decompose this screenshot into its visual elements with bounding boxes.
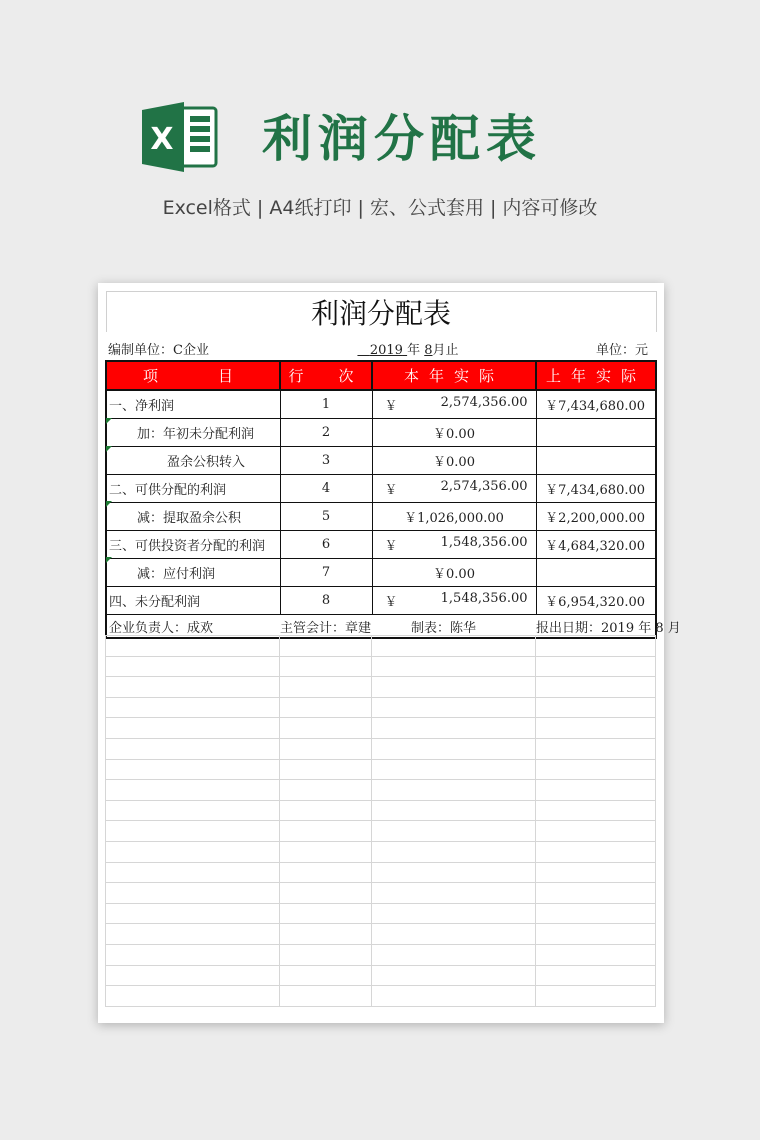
table-row [106, 587, 656, 615]
empty-row [106, 965, 656, 986]
spreadsheet-sheet [98, 283, 681, 1023]
empty-cell[interactable] [372, 883, 536, 904]
empty-row [106, 924, 656, 945]
empty-cell[interactable] [280, 636, 372, 657]
row-line[interactable]: 7 [280, 559, 372, 587]
row-line[interactable]: 8 [280, 587, 372, 615]
empty-cell[interactable] [372, 677, 536, 698]
empty-cell[interactable] [536, 636, 656, 657]
empty-cell[interactable] [280, 677, 372, 698]
row-item[interactable]: 四、未分配利润 [106, 587, 280, 615]
unit-label: 编制单位：C企业 [108, 343, 209, 358]
empty-cell[interactable] [106, 862, 280, 883]
empty-cell[interactable] [106, 800, 280, 821]
empty-cells-grid [105, 635, 656, 1007]
empty-cell[interactable] [106, 738, 280, 759]
empty-cell[interactable] [280, 986, 372, 1007]
empty-cell[interactable] [106, 718, 280, 739]
empty-cell[interactable] [106, 924, 280, 945]
empty-cell[interactable] [536, 759, 656, 780]
table-row [106, 559, 656, 587]
comment-marker-icon [106, 418, 112, 424]
empty-row [106, 759, 656, 780]
empty-cell[interactable] [106, 841, 280, 862]
banner-title: 利润分配表 [262, 110, 542, 168]
empty-cell[interactable] [536, 903, 656, 924]
empty-cell[interactable] [536, 883, 656, 904]
logo-letter: X [150, 122, 174, 157]
empty-row [106, 697, 656, 718]
row-current[interactable]: ￥ 1,548,356.00 [372, 531, 536, 559]
empty-cell[interactable] [280, 965, 372, 986]
empty-cell[interactable] [280, 821, 372, 842]
empty-cell[interactable] [106, 986, 280, 1007]
row-previous[interactable]: ￥4,684,320.00 [536, 531, 656, 559]
empty-cell[interactable] [106, 944, 280, 965]
row-previous[interactable] [536, 447, 656, 475]
empty-cell[interactable] [536, 697, 656, 718]
header-line: 行 次 [280, 361, 372, 390]
header-current-year: 本年实际 [372, 361, 536, 390]
row-previous[interactable] [536, 419, 656, 447]
table-row [106, 503, 656, 531]
row-line[interactable]: 5 [280, 503, 372, 531]
empty-cell[interactable] [106, 656, 280, 677]
empty-cell[interactable] [536, 718, 656, 739]
empty-cell[interactable] [280, 944, 372, 965]
empty-cell[interactable] [280, 883, 372, 904]
empty-row [106, 738, 656, 759]
empty-cell[interactable] [372, 697, 536, 718]
empty-cell[interactable] [280, 780, 372, 801]
empty-cell[interactable] [372, 841, 536, 862]
header-item: 项 目 [106, 361, 280, 390]
row-item[interactable]: 加：年初未分配利润 [106, 419, 280, 447]
empty-row [106, 944, 656, 965]
row-line[interactable]: 2 [280, 419, 372, 447]
row-item[interactable]: 盈余公积转入 [106, 447, 280, 475]
empty-cell[interactable] [372, 780, 536, 801]
empty-cell[interactable] [536, 924, 656, 945]
empty-cell[interactable] [536, 800, 656, 821]
empty-cell[interactable] [536, 656, 656, 677]
empty-row [106, 841, 656, 862]
row-current[interactable]: ￥1,026,000.00 [372, 503, 536, 531]
empty-row [106, 800, 656, 821]
empty-cell[interactable] [106, 821, 280, 842]
row-item[interactable]: 三、可供投资者分配的利润 [106, 531, 280, 559]
empty-row [106, 821, 656, 842]
row-item[interactable]: 一、净利润 [106, 390, 280, 419]
empty-row [106, 656, 656, 677]
comment-marker-icon [106, 501, 112, 507]
empty-row [106, 677, 656, 698]
empty-cell[interactable] [536, 965, 656, 986]
row-current[interactable]: ￥ 2,574,356.00 [372, 475, 536, 503]
empty-row [106, 883, 656, 904]
empty-cell[interactable] [372, 656, 536, 677]
table-row [106, 475, 656, 503]
row-item[interactable]: 二、可供分配的利润 [106, 475, 280, 503]
empty-cell[interactable] [280, 718, 372, 739]
comment-marker-icon [106, 557, 112, 563]
empty-cell[interactable] [372, 821, 536, 842]
comment-marker-icon [106, 446, 112, 452]
empty-cell[interactable] [536, 821, 656, 842]
empty-cell[interactable] [280, 903, 372, 924]
empty-cell[interactable] [372, 986, 536, 1007]
table-row [106, 390, 656, 419]
empty-row [106, 636, 656, 657]
empty-cell[interactable] [372, 862, 536, 883]
preparer-label: 制表：陈华 [411, 620, 477, 636]
row-previous[interactable] [536, 559, 656, 587]
row-current[interactable]: ￥ 2,574,356.00 [372, 390, 536, 419]
table-header-row [106, 361, 656, 390]
table-row [106, 419, 656, 447]
empty-cell[interactable] [536, 944, 656, 965]
period-year: 2019 [369, 343, 403, 358]
row-current[interactable]: ￥ 1,548,356.00 [372, 587, 536, 615]
excel-logo-icon [142, 102, 218, 172]
accountant-label: 主管会计：章建 [280, 620, 372, 636]
empty-cell[interactable] [372, 800, 536, 821]
empty-cell[interactable] [536, 780, 656, 801]
row-previous[interactable]: ￥7,434,680.00 [536, 475, 656, 503]
empty-cell[interactable] [106, 697, 280, 718]
currency-label: 单位：元 [596, 343, 649, 358]
empty-cell[interactable] [536, 986, 656, 1007]
row-previous[interactable]: ￥7,434,680.00 [536, 390, 656, 419]
empty-row [106, 903, 656, 924]
row-line[interactable]: 1 [280, 390, 372, 419]
table-row [106, 447, 656, 475]
header-previous-year: 上年实际 [536, 361, 656, 390]
empty-cell[interactable] [106, 965, 280, 986]
empty-cell[interactable] [372, 903, 536, 924]
empty-row [106, 986, 656, 1007]
empty-cell[interactable] [372, 944, 536, 965]
empty-cell[interactable] [280, 800, 372, 821]
row-line[interactable]: 4 [280, 475, 372, 503]
empty-row [106, 718, 656, 739]
table-row [106, 531, 656, 559]
empty-cell[interactable] [536, 738, 656, 759]
empty-cell[interactable] [372, 924, 536, 945]
empty-cell[interactable] [280, 924, 372, 945]
period-month: 8 [424, 343, 433, 358]
row-line[interactable]: 3 [280, 447, 372, 475]
empty-cell[interactable] [280, 656, 372, 677]
sheet-title: 利润分配表 [106, 292, 656, 333]
row-line[interactable]: 6 [280, 531, 372, 559]
empty-cell[interactable] [536, 841, 656, 862]
empty-cell[interactable] [106, 780, 280, 801]
empty-cell[interactable] [372, 759, 536, 780]
empty-cell[interactable] [372, 965, 536, 986]
empty-cell[interactable] [280, 759, 372, 780]
row-previous[interactable]: ￥2,200,000.00 [536, 503, 656, 531]
profit-distribution-table [105, 291, 681, 639]
empty-row [106, 862, 656, 883]
report-date-label: 报出日期：2019 年 8 月 [536, 615, 656, 639]
row-current[interactable]: ￥0.00 [372, 419, 536, 447]
empty-row [106, 780, 656, 801]
empty-cell[interactable] [106, 677, 280, 698]
empty-cell[interactable] [372, 636, 536, 657]
empty-cell[interactable] [280, 697, 372, 718]
row-current[interactable]: ￥0.00 [372, 447, 536, 475]
leader-label: 企业负责人：成欢 [106, 615, 280, 639]
empty-cell[interactable] [280, 862, 372, 883]
empty-cell[interactable] [106, 759, 280, 780]
banner-subtitle: Excel格式 | A4纸打印 | 宏、公式套用 | 内容可修改 [162, 197, 598, 219]
empty-cell[interactable] [280, 738, 372, 759]
row-item[interactable]: 减：提取盈余公积 [106, 503, 280, 531]
empty-cell[interactable] [106, 903, 280, 924]
empty-cell[interactable] [106, 636, 280, 657]
period-label: 2019 年 8月止 [280, 332, 536, 361]
empty-cell[interactable] [536, 677, 656, 698]
empty-cell[interactable] [536, 862, 656, 883]
empty-cell[interactable] [106, 883, 280, 904]
row-previous[interactable]: ￥6,954,320.00 [536, 587, 656, 615]
empty-cell[interactable] [372, 738, 536, 759]
banner [0, 0, 760, 260]
empty-cell[interactable] [280, 841, 372, 862]
row-current[interactable]: ￥0.00 [372, 559, 536, 587]
empty-cell[interactable] [372, 718, 536, 739]
row-item[interactable]: 减：应付利润 [106, 559, 280, 587]
